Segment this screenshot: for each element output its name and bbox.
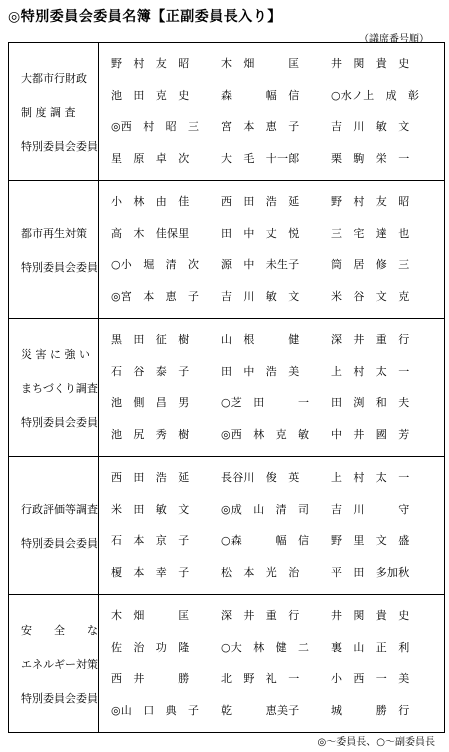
member-name: 高 木 佳保里 xyxy=(111,226,190,240)
member-name: 西 田 浩 延 xyxy=(111,470,190,484)
committee-members xyxy=(99,595,444,732)
member-name: 田 中 丈 悦 xyxy=(221,226,300,240)
member-name: 野 村 友 昭 xyxy=(111,56,190,70)
member-name: 森 幅 信 xyxy=(221,88,300,102)
member-name: ◎宮 本 恵 子 xyxy=(111,290,200,304)
member-name: 裏 山 正 利 xyxy=(331,640,410,654)
member-name: 池 側 昌 男 xyxy=(111,396,190,410)
member-name: 深 井 重 行 xyxy=(331,332,410,346)
member-name: 平 田 多加秋 xyxy=(331,566,410,580)
committee-row xyxy=(9,181,444,319)
committee-name-line: 特別委員会委員 xyxy=(21,260,98,274)
member-name: ○小 堀 清 次 xyxy=(111,258,200,272)
member-name: 井 関 貴 史 xyxy=(331,608,410,622)
committee-name xyxy=(9,457,99,594)
committee-name-line: 行政評価等調査 xyxy=(21,502,98,516)
member-name: 野 里 文 盛 xyxy=(331,534,410,548)
member-name: 宮 本 恵 子 xyxy=(221,120,300,134)
member-name: 北 野 礼 一 xyxy=(221,672,300,686)
member-name: 山 根 健 xyxy=(221,332,300,346)
committee-name xyxy=(9,595,99,732)
member-name: 榎 本 幸 子 xyxy=(111,566,190,580)
member-name: 石 本 京 子 xyxy=(111,534,190,548)
committee-name xyxy=(9,319,99,456)
member-name: 源 中 未生子 xyxy=(221,258,300,272)
committee-members xyxy=(99,319,444,456)
committee-name-line: まちづくり調査 xyxy=(21,381,98,395)
member-name: 松 本 光 治 xyxy=(221,566,300,580)
committee-name-line: 安 全 な xyxy=(21,623,98,637)
committee-members xyxy=(99,181,444,318)
member-name: 西 田 浩 延 xyxy=(221,194,300,208)
member-name: ◎山 口 典 子 xyxy=(111,704,200,718)
member-name: 長谷川 俊 英 xyxy=(221,470,300,484)
member-name: 吉 川 敏 文 xyxy=(331,120,410,134)
member-name: 黒 田 征 樹 xyxy=(111,332,190,346)
member-name: 田 渕 和 夫 xyxy=(331,396,410,410)
committee-row xyxy=(9,319,444,457)
committee-row xyxy=(9,43,444,181)
member-name: 城 勝 行 xyxy=(331,704,410,718)
committee-name xyxy=(9,43,99,180)
member-name: 栗 駒 栄 一 xyxy=(331,152,410,166)
member-name: ○芝 田 一 xyxy=(221,396,310,410)
member-name: 池 尻 秀 樹 xyxy=(111,428,190,442)
member-name: 木 畑 匡 xyxy=(111,608,190,622)
committee-row xyxy=(9,457,444,595)
member-name: 吉 川 敏 文 xyxy=(221,290,300,304)
member-name: 西 井 勝 xyxy=(111,672,190,686)
committee-name xyxy=(9,181,99,318)
member-name: 上 村 太 一 xyxy=(331,470,410,484)
member-name: 上 村 太 一 xyxy=(331,364,410,378)
committee-name-line: 特別委員会委員 xyxy=(21,691,98,705)
committee-name-line: 制 度 調 査 xyxy=(21,105,76,119)
committee-members xyxy=(99,43,444,180)
member-name: 田 中 浩 美 xyxy=(221,364,300,378)
committee-name-line: 特別委員会委員 xyxy=(21,415,98,429)
committee-roster-table xyxy=(8,42,445,733)
member-name: 乾 恵美子 xyxy=(221,704,300,718)
member-name: 池 田 克 史 xyxy=(111,88,190,102)
member-name: 石 谷 泰 子 xyxy=(111,364,190,378)
member-name: 小 西 一 美 xyxy=(331,672,410,686)
committee-row xyxy=(9,595,444,732)
committee-name-line: 災 害 に 強 い xyxy=(21,347,90,361)
member-name: ○大 林 健 二 xyxy=(221,640,310,654)
page-title: ◎特別委員会委員名簿【正副委員長入り】 xyxy=(8,9,282,25)
committee-members xyxy=(99,457,444,594)
member-name: 野 村 友 昭 xyxy=(331,194,410,208)
member-name: 中 井 國 芳 xyxy=(331,428,410,442)
member-name: 米 谷 文 克 xyxy=(331,290,410,304)
member-name: 筒 居 修 三 xyxy=(331,258,410,272)
member-name: 星 原 卓 次 xyxy=(111,152,190,166)
member-name: ○水ノ上 成 彰 xyxy=(331,88,420,102)
seat-order-note: （議席番号順） xyxy=(359,34,429,45)
member-name: 三 宅 達 也 xyxy=(331,226,410,240)
committee-name-line: エネルギー対策 xyxy=(21,657,98,671)
member-name: ◎西 林 克 敏 xyxy=(221,428,310,442)
member-name: ◎西 村 昭 三 xyxy=(111,120,200,134)
chair-legend: ◎～委員長、○～副委員長 xyxy=(317,737,435,748)
member-name: 佐 治 功 隆 xyxy=(111,640,190,654)
member-name: 井 関 貴 史 xyxy=(331,56,410,70)
committee-name-line: 都市再生対策 xyxy=(21,226,87,240)
member-name: 米 田 敏 文 xyxy=(111,502,190,516)
committee-name-line: 特別委員会委員 xyxy=(21,536,98,550)
member-name: ○森 幅 信 xyxy=(221,534,310,548)
member-name: 深 井 重 行 xyxy=(221,608,300,622)
member-name: 吉 川 守 xyxy=(331,502,410,516)
committee-name-line: 大都市行財政 xyxy=(21,71,87,85)
member-name: 大 毛 十一郎 xyxy=(221,152,300,166)
member-name: ◎成 山 清 司 xyxy=(221,502,310,516)
committee-name-line: 特別委員会委員 xyxy=(21,139,98,153)
member-name: 木 畑 匡 xyxy=(221,56,300,70)
member-name: 小 林 由 佳 xyxy=(111,194,190,208)
